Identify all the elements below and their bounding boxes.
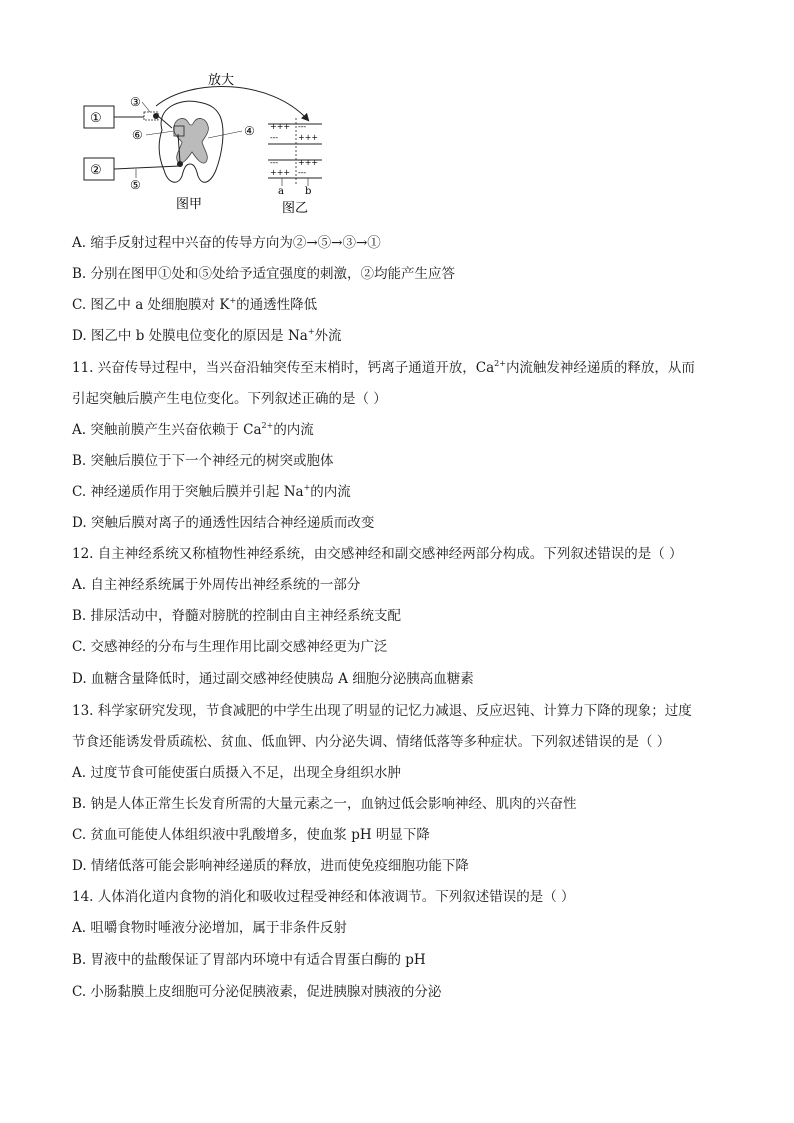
- label-4: ④: [244, 124, 255, 138]
- lane-label-a: a: [278, 186, 284, 197]
- q11-stem1-pre: 11. 兴奋传导过程中，当兴奋沿轴突传至末梢时，钙离子通道开放，Ca: [72, 360, 495, 376]
- q11-stem1-post: 内流触发神经递质的释放，从而: [505, 360, 695, 376]
- q11-stem-line1: [72, 359, 695, 377]
- sign-b-top-inner: +++: [298, 133, 319, 142]
- figure-svg: [70, 68, 350, 218]
- q11-c-post: 的内流: [310, 484, 351, 500]
- q10-option-b: B. 分别在图甲①处和⑤处给予适宜强度的刺激，②均能产生应答: [72, 266, 456, 282]
- q11-c-pre: C. 神经递质作用于突触后膜并引起 Na: [72, 484, 304, 500]
- q13-stem-line2: 节食还能诱发骨质疏松、贫血、低血钾、内分泌失调、情绪低落等多种症状。下列叙述错误的是（ ）: [72, 734, 671, 750]
- sign-a-top-inner: ---: [270, 133, 279, 142]
- q10-c-pre: C. 图乙中 a 处细胞膜对 K: [72, 297, 230, 313]
- lane-label-b: b: [305, 186, 312, 197]
- q10-option-a: A. 缩手反射过程中兴奋的传导方向为②→⑤→③→①: [72, 235, 381, 251]
- q11-stem-line2: 引起突触后膜产生电位变化。下列叙述正确的是（ ）: [72, 391, 387, 407]
- q11-a-pre: A. 突触前膜产生兴奋依赖于 Ca: [72, 422, 262, 438]
- q11-option-b: B. 突触后膜位于下一个神经元的树突或胞体: [72, 453, 334, 469]
- q13-stem-line1: 13. 科学家研究发现，节食减肥的中学生出现了明显的记忆力减退、反应迟钝、计算力下降的现象；过度: [72, 703, 692, 719]
- sign-b-bot-outer: ---: [298, 168, 307, 177]
- sign-b-bot-inner: +++: [298, 158, 319, 167]
- reflex-arc-figure: [70, 68, 350, 218]
- q13-option-a: A. 过度节食可能使蛋白质摄入不足，出现全身组织水肿: [72, 765, 401, 781]
- sign-a-top-outer: +++: [270, 122, 291, 131]
- enlarge-label: 放大: [208, 73, 235, 88]
- q10-d-pre: D. 图乙中 b 处膜电位变化的原因是 Na: [72, 328, 308, 344]
- q10-c-sup: +: [229, 295, 237, 305]
- label-3-leader: [142, 102, 150, 112]
- q10-d-sup: +: [307, 326, 315, 336]
- q14-option-b: B. 胃液中的盐酸保证了胃部内环境中有适合胃蛋白酶的 pH: [72, 952, 426, 968]
- q12-option-b: B. 排尿活动中，脊髓对膀胱的控制由自主神经系统支配: [72, 608, 402, 624]
- sign-a-bot-inner: ---: [270, 158, 279, 167]
- q11-a-sup: 2+: [261, 420, 274, 430]
- q12-option-a: A. 自主神经系统属于外周传出神经系统的一部分: [72, 577, 361, 593]
- sign-b-top-outer: ---: [298, 122, 307, 131]
- q11-stem1-sup: 2+: [494, 358, 506, 368]
- q10-option-d: [72, 327, 342, 345]
- q10-option-c: [72, 296, 317, 314]
- q12-option-d: D. 血糖含量降低时，通过副交感神经使胰岛 A 细胞分泌胰高血糖素: [72, 671, 474, 687]
- q11-a-post: 的内流: [273, 422, 314, 438]
- q11-option-c: [72, 483, 351, 501]
- label-5: ⑤: [130, 178, 141, 192]
- q14-option-c: C. 小肠黏膜上皮细胞可分泌促胰液素，促进胰腺对胰液的分泌: [72, 984, 442, 1000]
- q11-option-d: D. 突触后膜对离子的通透性因结合神经递质而改变: [72, 515, 375, 531]
- label-6: ⑥: [132, 128, 143, 142]
- q12-stem: 12. 自主神经系统又称植物性神经系统，由交感神经和副交感神经两部分构成。下列叙述错误的是（ ）: [72, 546, 683, 562]
- q14-option-a: A. 咀嚼食物时唾液分泌增加，属于非条件反射: [72, 920, 347, 936]
- q13-option-b: B. 钠是人体正常生长发育所需的大量元素之一，血钠过低会影响神经、肌肉的兴奋性: [72, 796, 577, 812]
- label-2: ②: [90, 163, 102, 178]
- q10-d-post: 外流: [314, 328, 342, 344]
- q13-option-d: D. 情绪低落可能会影响神经递质的释放，进而使免疫细胞功能下降: [72, 858, 469, 874]
- label-1: ①: [90, 111, 102, 126]
- label-3: ③: [130, 95, 141, 109]
- q10-c-post: 的通透性降低: [236, 297, 318, 313]
- q13-option-c: C. 贫血可能使人体组织液中乳酸增多，使血浆 pH 明显下降: [72, 827, 430, 843]
- q12-option-c: C. 交感神经的分布与生理作用比副交感神经更为广泛: [72, 639, 388, 655]
- fig-b-caption: 图乙: [282, 201, 309, 216]
- q11-c-sup: +: [303, 482, 311, 492]
- membrane-diagram: [268, 118, 322, 197]
- q11-option-a: [72, 421, 314, 439]
- fig-a-caption: 图甲: [176, 197, 203, 212]
- q14-stem: 14. 人体消化道内食物的消化和吸收过程受神经和体液调节。下列叙述错误的是（ ）: [72, 889, 575, 905]
- sign-a-bot-outer: +++: [270, 168, 291, 177]
